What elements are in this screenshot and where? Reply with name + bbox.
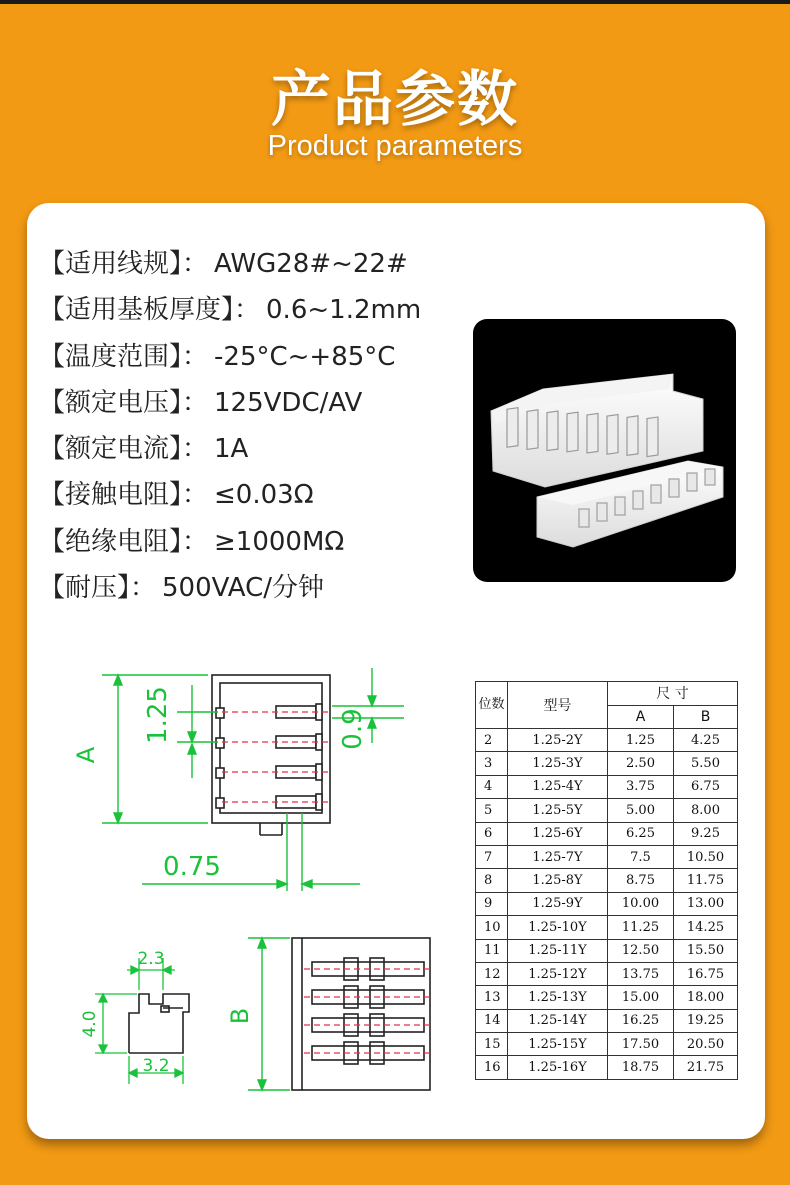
cell-pos: 6 bbox=[476, 822, 508, 845]
spec-value: 125VDC/AV bbox=[214, 387, 363, 418]
table-row bbox=[476, 822, 738, 845]
cell-model: 1.25-14Y bbox=[508, 1009, 608, 1032]
cell-pos: 13 bbox=[476, 986, 508, 1009]
header-position-count: 位数 bbox=[476, 682, 508, 729]
cell-b: 15.50 bbox=[674, 939, 738, 962]
cell-pos: 7 bbox=[476, 845, 508, 868]
cell-pos: 14 bbox=[476, 1009, 508, 1032]
table-row bbox=[476, 845, 738, 868]
cell-b: 4.25 bbox=[674, 729, 738, 752]
spec-label: 【绝缘电阻】： bbox=[39, 526, 209, 557]
cell-model: 1.25-3Y bbox=[508, 752, 608, 775]
cell-a: 8.75 bbox=[608, 869, 674, 892]
spec-label: 【额定电流】： bbox=[39, 434, 209, 465]
cell-pos: 12 bbox=[476, 962, 508, 985]
cell-b: 14.25 bbox=[674, 916, 738, 939]
spec-label: 【接触电阻】： bbox=[39, 480, 209, 511]
table-row bbox=[476, 752, 738, 775]
cell-b: 10.50 bbox=[674, 845, 738, 868]
cell-a: 18.75 bbox=[608, 1056, 674, 1079]
cell-b: 18.00 bbox=[674, 986, 738, 1009]
spec-value: 500VAC/分钟 bbox=[162, 573, 325, 604]
cell-b: 9.25 bbox=[674, 822, 738, 845]
cell-model: 1.25-6Y bbox=[508, 822, 608, 845]
cell-pos: 3 bbox=[476, 752, 508, 775]
cell-b: 5.50 bbox=[674, 752, 738, 775]
cell-pos: 15 bbox=[476, 1033, 508, 1056]
cell-b: 8.00 bbox=[674, 799, 738, 822]
dim-0-9-label: 0.9 bbox=[338, 708, 368, 750]
cell-b: 21.75 bbox=[674, 1056, 738, 1079]
table-row bbox=[476, 962, 738, 985]
spec-contact-resistance bbox=[39, 472, 421, 518]
dimension-table bbox=[475, 681, 738, 1080]
table-row bbox=[476, 916, 738, 939]
cell-model: 1.25-7Y bbox=[508, 845, 608, 868]
cell-pos: 8 bbox=[476, 869, 508, 892]
cell-a: 15.00 bbox=[608, 986, 674, 1009]
spec-rated-current bbox=[39, 426, 421, 472]
spec-label: 【温度范围】： bbox=[39, 341, 209, 372]
cell-model: 1.25-16Y bbox=[508, 1056, 608, 1079]
cell-pos: 10 bbox=[476, 916, 508, 939]
table-row bbox=[476, 1056, 738, 1079]
spec-label: 【耐压】： bbox=[39, 573, 157, 604]
cell-a: 1.25 bbox=[608, 729, 674, 752]
spec-value: 1A bbox=[214, 434, 249, 465]
spec-list bbox=[39, 241, 421, 611]
cell-a: 10.00 bbox=[608, 892, 674, 915]
header-size: 尺 寸 bbox=[608, 682, 738, 706]
cell-b: 19.25 bbox=[674, 1009, 738, 1032]
table-row bbox=[476, 775, 738, 798]
page-title: 产品参数 bbox=[271, 65, 519, 135]
cell-b: 16.75 bbox=[674, 962, 738, 985]
dim-3-2-label: 3.2 bbox=[142, 1056, 170, 1076]
cell-model: 1.25-5Y bbox=[508, 799, 608, 822]
table-row bbox=[476, 986, 738, 1009]
header-model: 型号 bbox=[508, 682, 608, 729]
spec-label: 【额定电压】： bbox=[39, 387, 209, 418]
cell-model: 1.25-2Y bbox=[508, 729, 608, 752]
dim-a-label: A bbox=[72, 746, 100, 764]
spec-value: ≤0.03Ω bbox=[214, 480, 314, 511]
cell-a: 2.50 bbox=[608, 752, 674, 775]
header-a: A bbox=[608, 705, 674, 729]
spec-value: 0.6~1.2mm bbox=[266, 295, 422, 326]
cell-pos: 2 bbox=[476, 729, 508, 752]
table-row bbox=[476, 729, 738, 752]
cell-model: 1.25-13Y bbox=[508, 986, 608, 1009]
cell-model: 1.25-4Y bbox=[508, 775, 608, 798]
table-row bbox=[476, 892, 738, 915]
cell-a: 17.50 bbox=[608, 1033, 674, 1056]
cell-a: 16.25 bbox=[608, 1009, 674, 1032]
cell-a: 12.50 bbox=[608, 939, 674, 962]
top-view-drawing bbox=[42, 663, 382, 897]
cell-a: 5.00 bbox=[608, 799, 674, 822]
cell-a: 6.25 bbox=[608, 822, 674, 845]
spec-wire-gauge bbox=[39, 241, 421, 287]
spec-withstand-voltage bbox=[39, 565, 421, 611]
product-photo bbox=[473, 319, 736, 582]
cell-a: 11.25 bbox=[608, 916, 674, 939]
dim-2-3-label: 2.3 bbox=[137, 949, 165, 969]
cell-a: 13.75 bbox=[608, 962, 674, 985]
cell-model: 1.25-11Y bbox=[508, 939, 608, 962]
spec-label: 【适用基板厚度】： bbox=[39, 295, 261, 326]
spec-board-thickness bbox=[39, 287, 421, 333]
parameter-card bbox=[27, 203, 765, 1139]
spec-temperature bbox=[39, 334, 421, 380]
front-view-drawing bbox=[226, 928, 440, 1102]
dim-0-75-label: 0.75 bbox=[163, 852, 221, 882]
spec-value: -25°C~+85°C bbox=[214, 341, 396, 372]
spec-value: ≥1000MΩ bbox=[214, 526, 345, 557]
cell-a: 7.5 bbox=[608, 845, 674, 868]
table-row bbox=[476, 799, 738, 822]
table-row bbox=[476, 939, 738, 962]
cell-b: 11.75 bbox=[674, 869, 738, 892]
dim-1-25-label: 1.25 bbox=[143, 686, 173, 744]
cell-model: 1.25-8Y bbox=[508, 869, 608, 892]
table-row bbox=[476, 1033, 738, 1056]
cell-pos: 16 bbox=[476, 1056, 508, 1079]
spec-insulation-resistance bbox=[39, 519, 421, 565]
dim-4-0-label: 4.0 bbox=[80, 1010, 100, 1038]
page-subtitle: Product parameters bbox=[267, 130, 523, 162]
cell-a: 3.75 bbox=[608, 775, 674, 798]
cell-model: 1.25-10Y bbox=[508, 916, 608, 939]
table-row bbox=[476, 1009, 738, 1032]
cell-pos: 11 bbox=[476, 939, 508, 962]
spec-value: AWG28#~22# bbox=[214, 249, 408, 279]
top-border bbox=[0, 0, 790, 4]
cell-b: 6.75 bbox=[674, 775, 738, 798]
cell-pos: 9 bbox=[476, 892, 508, 915]
cell-b: 13.00 bbox=[674, 892, 738, 915]
cell-model: 1.25-15Y bbox=[508, 1033, 608, 1056]
dim-b-label: B bbox=[226, 1007, 254, 1025]
spec-rated-voltage bbox=[39, 380, 421, 426]
cell-pos: 4 bbox=[476, 775, 508, 798]
table-row bbox=[476, 869, 738, 892]
cell-pos: 5 bbox=[476, 799, 508, 822]
cell-model: 1.25-12Y bbox=[508, 962, 608, 985]
cell-b: 20.50 bbox=[674, 1033, 738, 1056]
header-b: B bbox=[674, 705, 738, 729]
side-view-drawing bbox=[67, 928, 197, 1092]
spec-label: 【适用线规】： bbox=[39, 249, 209, 279]
cell-model: 1.25-9Y bbox=[508, 892, 608, 915]
